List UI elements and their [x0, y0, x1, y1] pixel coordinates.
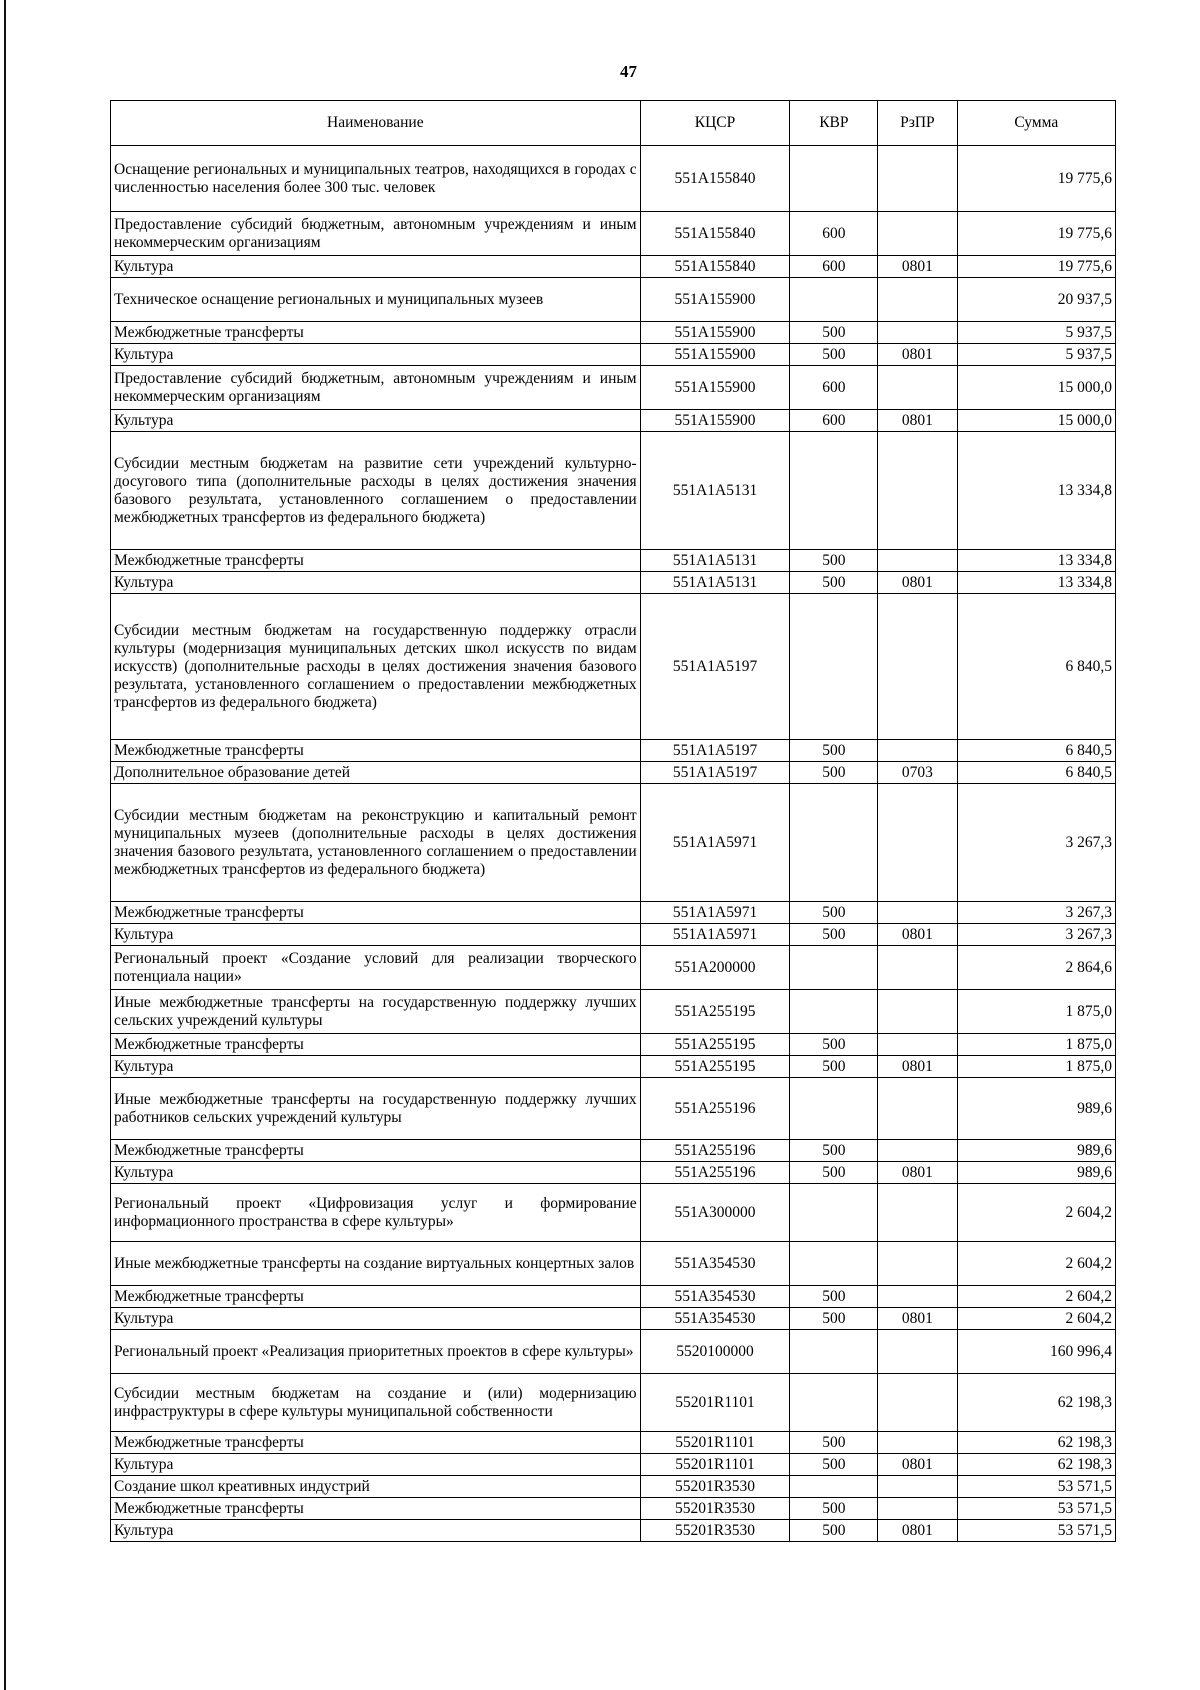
cell-code: 551A155900: [640, 366, 790, 410]
cell-kvr: [790, 278, 878, 322]
cell-code: 55201R3530: [640, 1520, 790, 1542]
cell-sum: 989,6: [957, 1162, 1115, 1184]
cell-rzpr: [878, 432, 957, 550]
cell-name: Субсидии местным бюджетам на реконструкцию и капитальный ремонт муниципальных музеев (дополнительные расходы в целях достижения значения базового результата, установленного соглашением о предоставлении межбюджетных трансфертов из федерального бюджета): [111, 784, 641, 902]
cell-kvr: 500: [790, 1432, 878, 1454]
table-row: [111, 946, 1116, 990]
cell-sum: 6 840,5: [957, 740, 1115, 762]
cell-name: Межбюджетные трансферты: [111, 1498, 641, 1520]
cell-sum: 160 996,4: [957, 1330, 1115, 1374]
page-number: 47: [620, 62, 637, 81]
cell-code: 551A1A5971: [640, 784, 790, 902]
table-row: [111, 572, 1116, 594]
cell-kvr: 600: [790, 256, 878, 278]
cell-name: Дополнительное образование детей: [111, 762, 641, 784]
cell-code: 551A1A5131: [640, 572, 790, 594]
cell-sum: 20 937,5: [957, 278, 1115, 322]
header-name: Наименование: [111, 101, 641, 146]
cell-rzpr: 0801: [878, 1520, 957, 1542]
table-row: [111, 550, 1116, 572]
cell-code: 551A1A5971: [640, 924, 790, 946]
table-row: [111, 924, 1116, 946]
cell-kvr: [790, 990, 878, 1034]
cell-rzpr: [878, 784, 957, 902]
cell-sum: 19 775,6: [957, 212, 1115, 256]
cell-rzpr: [878, 1078, 957, 1140]
cell-kvr: 500: [790, 322, 878, 344]
cell-kvr: 500: [790, 1034, 878, 1056]
cell-kvr: 500: [790, 1056, 878, 1078]
cell-sum: 62 198,3: [957, 1374, 1115, 1432]
cell-code: 551A354530: [640, 1286, 790, 1308]
table-row: [111, 1140, 1116, 1162]
cell-code: 551A155900: [640, 278, 790, 322]
cell-rzpr: [878, 1330, 957, 1374]
cell-rzpr: [878, 1034, 957, 1056]
cell-rzpr: [878, 1374, 957, 1432]
cell-rzpr: 0801: [878, 410, 957, 432]
cell-kvr: 500: [790, 344, 878, 366]
cell-rzpr: 0801: [878, 256, 957, 278]
cell-sum: 19 775,6: [957, 256, 1115, 278]
cell-kvr: [790, 594, 878, 740]
cell-code: 551A1A5197: [640, 740, 790, 762]
table-row: [111, 1308, 1116, 1330]
cell-code: 551A255195: [640, 990, 790, 1034]
cell-code: 551A1A5131: [640, 550, 790, 572]
cell-name: Межбюджетные трансферты: [111, 322, 641, 344]
cell-kvr: [790, 146, 878, 212]
table-row: [111, 594, 1116, 740]
cell-sum: 62 198,3: [957, 1432, 1115, 1454]
table-row: [111, 1454, 1116, 1476]
cell-kvr: [790, 432, 878, 550]
cell-kvr: [790, 946, 878, 990]
cell-name: Субсидии местным бюджетам на государственную поддержку отрасли культуры (модернизация муниципальных детских школ искусств по видам искусств) (дополнительные расходы в целях достижения значения базового результата, установленного соглашением о предоставлении межбюджетных трансфертов из федерального бюджета): [111, 594, 641, 740]
cell-rzpr: 0801: [878, 1056, 957, 1078]
cell-sum: 5 937,5: [957, 344, 1115, 366]
cell-sum: 62 198,3: [957, 1454, 1115, 1476]
cell-code: 551A255196: [640, 1162, 790, 1184]
cell-kvr: 500: [790, 1520, 878, 1542]
table-row: [111, 1184, 1116, 1242]
cell-kvr: [790, 784, 878, 902]
cell-name: Культура: [111, 344, 641, 366]
cell-code: 551A1A5197: [640, 762, 790, 784]
table-row: [111, 1242, 1116, 1286]
cell-rzpr: 0801: [878, 1454, 957, 1476]
cell-kvr: 500: [790, 740, 878, 762]
cell-code: 551A200000: [640, 946, 790, 990]
table-row: [111, 1432, 1116, 1454]
cell-rzpr: [878, 1140, 957, 1162]
cell-code: 551A155900: [640, 322, 790, 344]
cell-sum: 2 604,2: [957, 1242, 1115, 1286]
cell-sum: 2 604,2: [957, 1308, 1115, 1330]
header-kvr: КВР: [790, 101, 878, 146]
table-row: [111, 366, 1116, 410]
cell-sum: 53 571,5: [957, 1520, 1115, 1542]
cell-name: Техническое оснащение региональных и муниципальных музеев: [111, 278, 641, 322]
cell-sum: 989,6: [957, 1140, 1115, 1162]
cell-name: Культура: [111, 1056, 641, 1078]
cell-kvr: 500: [790, 902, 878, 924]
cell-code: 55201R3530: [640, 1498, 790, 1520]
cell-name: Культура: [111, 256, 641, 278]
cell-rzpr: 0801: [878, 572, 957, 594]
cell-kvr: [790, 1184, 878, 1242]
cell-rzpr: [878, 366, 957, 410]
cell-sum: 3 267,3: [957, 902, 1115, 924]
cell-code: 55201R3530: [640, 1476, 790, 1498]
cell-sum: 3 267,3: [957, 784, 1115, 902]
budget-table: [110, 100, 1116, 1542]
cell-name: Межбюджетные трансферты: [111, 1432, 641, 1454]
cell-kvr: [790, 1078, 878, 1140]
cell-rzpr: [878, 740, 957, 762]
cell-code: 551A354530: [640, 1308, 790, 1330]
table-row: [111, 740, 1116, 762]
cell-sum: 989,6: [957, 1078, 1115, 1140]
cell-code: 551A354530: [640, 1242, 790, 1286]
cell-kvr: 500: [790, 1286, 878, 1308]
left-margin-rule: [4, 0, 6, 1690]
table-row: [111, 410, 1116, 432]
header-code: КЦСР: [640, 101, 790, 146]
cell-kvr: 500: [790, 1308, 878, 1330]
table-row: [111, 256, 1116, 278]
cell-sum: 1 875,0: [957, 990, 1115, 1034]
cell-kvr: 500: [790, 1162, 878, 1184]
cell-name: Иные межбюджетные трансферты на государственную поддержку лучших сельских учреждений культуры: [111, 990, 641, 1034]
cell-code: 551A1A5971: [640, 902, 790, 924]
table-row: [111, 1520, 1116, 1542]
cell-kvr: 600: [790, 366, 878, 410]
cell-kvr: [790, 1476, 878, 1498]
cell-code: 551A1A5197: [640, 594, 790, 740]
cell-sum: 15 000,0: [957, 410, 1115, 432]
cell-sum: 1 875,0: [957, 1034, 1115, 1056]
table-row: [111, 1162, 1116, 1184]
table-row: [111, 322, 1116, 344]
cell-code: 55201R1101: [640, 1432, 790, 1454]
cell-name: Иные межбюджетные трансферты на создание виртуальных концертных залов: [111, 1242, 641, 1286]
cell-code: 551A300000: [640, 1184, 790, 1242]
cell-code: 55201R1101: [640, 1454, 790, 1476]
cell-rzpr: 0801: [878, 1308, 957, 1330]
cell-sum: 2 864,6: [957, 946, 1115, 990]
cell-name: Предоставление субсидий бюджетным, автономным учреждениям и иным некоммерческим организациям: [111, 212, 641, 256]
cell-sum: 2 604,2: [957, 1286, 1115, 1308]
cell-kvr: [790, 1242, 878, 1286]
cell-code: 551A155840: [640, 256, 790, 278]
cell-sum: 13 334,8: [957, 432, 1115, 550]
cell-name: Иные межбюджетные трансферты на государственную поддержку лучших работников сельских учреждений культуры: [111, 1078, 641, 1140]
cell-name: Оснащение региональных и муниципальных театров, находящихся в городах с численностью населения более 300 тыс. человек: [111, 146, 641, 212]
cell-name: Региональный проект «Реализация приоритетных проектов в сфере культуры»: [111, 1330, 641, 1374]
table-row: [111, 1476, 1116, 1498]
cell-name: Культура: [111, 1162, 641, 1184]
cell-sum: 53 571,5: [957, 1476, 1115, 1498]
cell-code: 55201R1101: [640, 1374, 790, 1432]
table-row: [111, 784, 1116, 902]
cell-code: 551A155900: [640, 344, 790, 366]
cell-name: Субсидии местным бюджетам на создание и (или) модернизацию инфраструктуры в сфере культуры муниципальной собственности: [111, 1374, 641, 1432]
cell-name: Субсидии местным бюджетам на развитие сети учреждений культурно-досугового типа (дополнительные расходы в целях достижения значения базового результата, установленного соглашением о предоставлении межбюджетных трансфертов из федерального бюджета): [111, 432, 641, 550]
cell-kvr: 500: [790, 1140, 878, 1162]
table-row: [111, 432, 1116, 550]
table-row: [111, 146, 1116, 212]
header-rzpr: РзПР: [878, 101, 957, 146]
cell-rzpr: [878, 278, 957, 322]
cell-kvr: 500: [790, 762, 878, 784]
cell-rzpr: [878, 594, 957, 740]
cell-sum: 6 840,5: [957, 762, 1115, 784]
cell-rzpr: [878, 322, 957, 344]
cell-kvr: 500: [790, 924, 878, 946]
cell-name: Культура: [111, 572, 641, 594]
cell-name: Межбюджетные трансферты: [111, 1140, 641, 1162]
cell-kvr: [790, 1374, 878, 1432]
cell-rzpr: [878, 1286, 957, 1308]
cell-name: Предоставление субсидий бюджетным, автономным учреждениям и иным некоммерческим организациям: [111, 366, 641, 410]
table-row: [111, 1498, 1116, 1520]
cell-name: Культура: [111, 1454, 641, 1476]
cell-rzpr: [878, 1184, 957, 1242]
cell-kvr: [790, 1330, 878, 1374]
table-row: [111, 1374, 1116, 1432]
cell-name: Межбюджетные трансферты: [111, 550, 641, 572]
cell-name: Межбюджетные трансферты: [111, 740, 641, 762]
table-row: [111, 902, 1116, 924]
cell-rzpr: [878, 1242, 957, 1286]
cell-sum: 19 775,6: [957, 146, 1115, 212]
cell-rzpr: [878, 1476, 957, 1498]
cell-sum: 3 267,3: [957, 924, 1115, 946]
cell-rzpr: [878, 1498, 957, 1520]
table-row: [111, 1330, 1116, 1374]
cell-code: 551A255196: [640, 1140, 790, 1162]
cell-rzpr: [878, 990, 957, 1034]
cell-code: 551A255195: [640, 1034, 790, 1056]
cell-name: Межбюджетные трансферты: [111, 1286, 641, 1308]
cell-sum: 15 000,0: [957, 366, 1115, 410]
cell-name: Региональный проект «Создание условий для реализации творческого потенциала нации»: [111, 946, 641, 990]
cell-sum: 53 571,5: [957, 1498, 1115, 1520]
cell-name: Межбюджетные трансферты: [111, 902, 641, 924]
cell-sum: 13 334,8: [957, 550, 1115, 572]
table-row: [111, 1056, 1116, 1078]
cell-sum: 6 840,5: [957, 594, 1115, 740]
cell-kvr: 500: [790, 550, 878, 572]
cell-name: Межбюджетные трансферты: [111, 1034, 641, 1056]
table-row: [111, 990, 1116, 1034]
table-row: [111, 762, 1116, 784]
cell-kvr: 500: [790, 1454, 878, 1476]
table-header-row: [111, 101, 1116, 146]
cell-name: Культура: [111, 410, 641, 432]
cell-kvr: 600: [790, 410, 878, 432]
cell-code: 551A255195: [640, 1056, 790, 1078]
cell-rzpr: [878, 212, 957, 256]
cell-rzpr: 0801: [878, 1162, 957, 1184]
cell-code: 551A155900: [640, 410, 790, 432]
cell-rzpr: [878, 146, 957, 212]
cell-code: 551A255196: [640, 1078, 790, 1140]
cell-name: Культура: [111, 1520, 641, 1542]
table-row: [111, 1286, 1116, 1308]
cell-sum: 1 875,0: [957, 1056, 1115, 1078]
cell-sum: 2 604,2: [957, 1184, 1115, 1242]
table-row: [111, 344, 1116, 366]
cell-code: 551A1A5131: [640, 432, 790, 550]
header-sum: Сумма: [957, 101, 1115, 146]
cell-rzpr: [878, 1432, 957, 1454]
cell-rzpr: [878, 550, 957, 572]
table-row: [111, 1034, 1116, 1056]
cell-code: 551A155840: [640, 212, 790, 256]
cell-rzpr: 0703: [878, 762, 957, 784]
table-row: [111, 278, 1116, 322]
cell-rzpr: [878, 902, 957, 924]
cell-kvr: 500: [790, 572, 878, 594]
cell-rzpr: 0801: [878, 924, 957, 946]
cell-name: Культура: [111, 1308, 641, 1330]
cell-code: 5520100000: [640, 1330, 790, 1374]
table-row: [111, 1078, 1116, 1140]
cell-sum: 13 334,8: [957, 572, 1115, 594]
cell-name: Культура: [111, 924, 641, 946]
cell-sum: 5 937,5: [957, 322, 1115, 344]
cell-kvr: 500: [790, 1498, 878, 1520]
cell-rzpr: [878, 946, 957, 990]
cell-code: 551A155840: [640, 146, 790, 212]
cell-kvr: 600: [790, 212, 878, 256]
cell-rzpr: 0801: [878, 344, 957, 366]
cell-name: Создание школ креативных индустрий: [111, 1476, 641, 1498]
table-row: [111, 212, 1116, 256]
cell-name: Региональный проект «Цифровизация услуг и формирование информационного пространства в сфере культуры»: [111, 1184, 641, 1242]
